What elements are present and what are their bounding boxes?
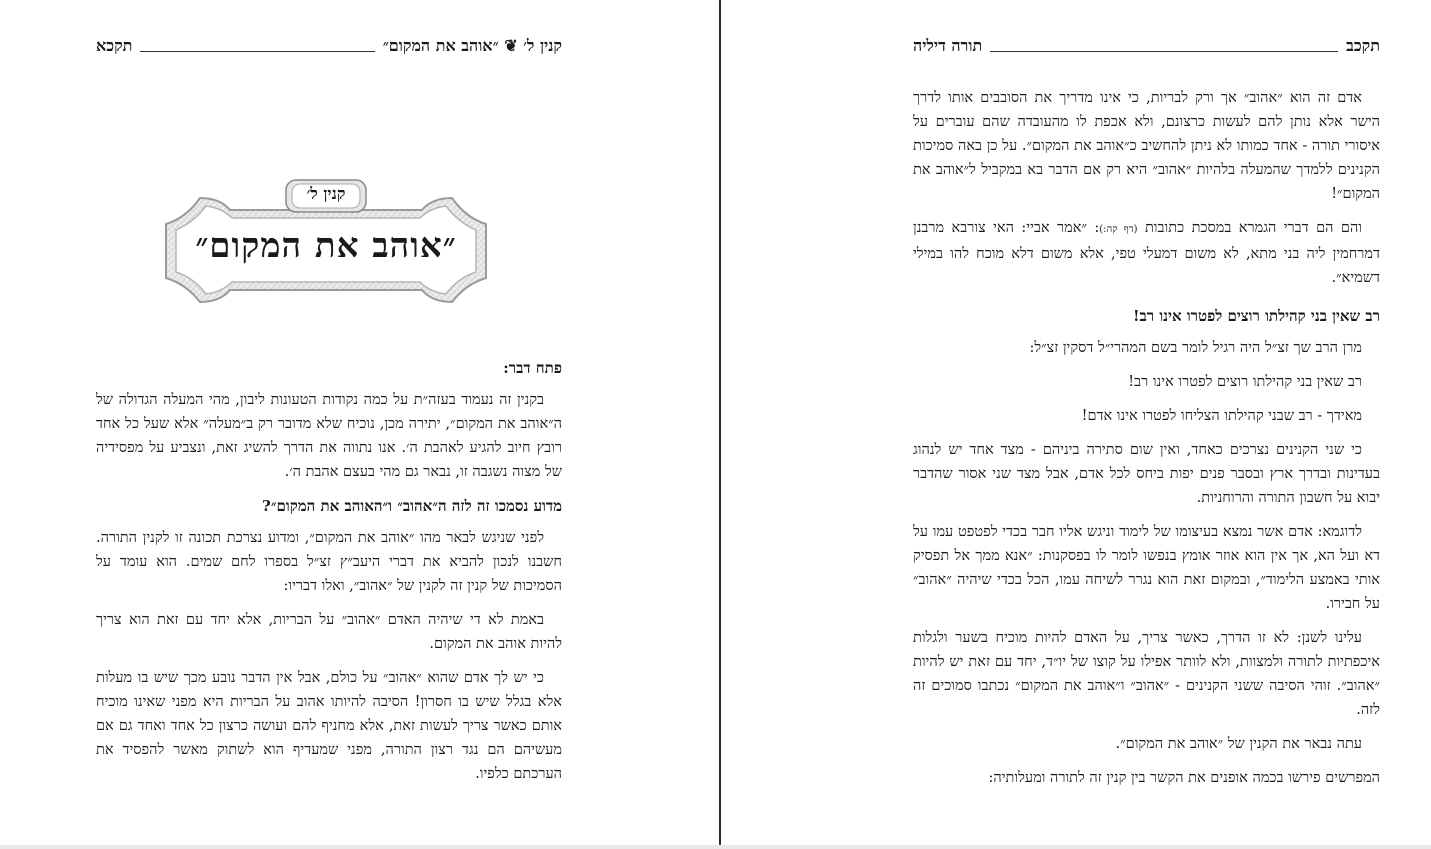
paragraph: עלינו לשנן: לא זו הדרך, כאשר צריך, על האדם להיות מוכיח בשער ולגלות איכפתיות לתורה ולמצוות, ולא לוותר אפילו על קוצו של יו״ד, יחד עם זאת יש להיות ״אהוב״. זוהי הסיבה ששני הקנינים - ״אהוב״ ו״אוהב את המקום״ נכתבו סמוכים זה לזה.: [913, 630, 1380, 718]
quote-line: מאידך - רב שבני קהילתו הצליחו לפטרו אינו אדם!: [1081, 408, 1362, 424]
page-number: תקכא: [96, 36, 133, 55]
paragraph: אדם זה הוא ״אהוב״ אך ורק לבריות, כי אינו מדריך את הסובבים אותו לדרך הישר אלא נותן להם לעשות כרצונם, ולא אכפת לו מהעובדה שהם עוברים על איסורי תורה - אחד כמותו לא ניתן להחשיב כ״אוהב את המקום״. על כן באה סמיכות הקנינים ללמדך שהמעלה בלהיות ״אהוב״ היא רק אם הדבר בא במקביל ל״אוהב את המקום״!: [913, 90, 1380, 202]
chapter-title: ״אוהב את המקום״: [195, 226, 457, 266]
right-page: [721, 0, 1431, 849]
paragraph: [913, 216, 1380, 290]
paragraph: כי יש לך אדם שהוא ״אהוב״ על כולם, אבל אין הדבר נובע מכך שיש בו מעלות אלא בגלל שיש בו חסרון! הסיבה להיותו אהוב על הבריות היא מפני שאינו מוכיח אותם כאשר צריך לעשות זאת, אלא מחניף להם ועושה כרצון כל אחד ואחד גם אם מעשיהם הם נגד רצון התורה, מפני שמעדיף הוא לשתוק מאשר להפסיד את הערכתם כלפיו.: [96, 670, 562, 782]
section-heading: רב שאין בני קהילתו רוצים לפטרו אינו רב!: [1132, 307, 1380, 325]
paragraph: באמת לא די שיהיה האדם ״אהוב״ על הבריות, אלא יחד עם זאת הוא צריך להיות אוהב את המקום.: [96, 612, 562, 652]
running-title: קנין ל׳ ❦ ״אוהב את המקום״: [382, 36, 562, 55]
paragraph: לפני שניגש לבאר מהו ״אוהב את המקום״, ומדוע נצרכת תכונה זו לקנין התורה. חשבנו לנכון להביא את דברי היעב״ץ זצ״ל בספרו לחם שמים. הוא עומד על הסמיכות של קנין זה לקנין של ״אהוב״, ואלו דבריו:: [96, 530, 562, 594]
paragraph: כי שני הקנינים נצרכים כאחד, ואין שום סתירה ביניהם - מצד אחד יש לנהוג בעדינות ובדרך ארץ ובסבר פנים יפות ביחס לכל אדם, אבל מצד שני אסור שהדבר יבוא על חשבון התורה והרוחניות.: [913, 442, 1380, 506]
intro-heading: פתח דבר:: [503, 359, 562, 377]
page-number: תקכב: [1346, 36, 1380, 55]
source-reference: (דף קה:): [1099, 224, 1138, 235]
paragraph: בקנין זה נעמוד בעזה״ת על כמה נקודות הטעונות ליבון, מהי המעלה הגדולה של ה״אוהב את המקום״, יתירה מכן, נוכיח שלא מדובר רק ב״מעלה״ אלא שעל כל אחד רובץ חיוב להגיע לאהבת ה׳. אנו נתווה את הדרך להשיג זאת, ונצביע על מפסידיה של מצוה נשגבה זו, נבאר גם מהי בעצם אהבת ה׳.: [96, 392, 562, 480]
paragraph: לדוגמא: אדם אשר נמצא בעיצומו של לימוד וניגש אליו חבר בכדי לפטפט עמו על דא ועל הא, אך אין הוא אוזר אומץ בנפשו לומר לו בפסקנות: ״אנא ממך אל תפסיק אותי באמצע הלימוד״, ובמקום זאת הוא נגרר לשיחה עמו, הכל בכדי שיהיה ״אהוב״ על חבירו.: [913, 524, 1380, 612]
right-running-header: [913, 34, 1380, 56]
right-body-text: [913, 86, 1380, 800]
quote-line: רב שאין בני קהילתו רוצים לפטרו אינו רב!: [1128, 374, 1362, 390]
header-rule: [990, 51, 1338, 52]
left-body-text: [96, 350, 562, 796]
chapter-tag: קנין ל׳: [306, 184, 346, 203]
paragraph-text: והם הם דברי הגמרא במסכת כתובות: [1144, 220, 1362, 236]
header-rule: [140, 51, 374, 52]
section-heading: מדוע נסמכו זה לזה ה״אהוב״ ו״האוהב את המקום״?: [262, 497, 562, 515]
paragraph: עתה נבאר את הקנין של ״אוהב את המקום״.: [1115, 736, 1362, 752]
bottom-edge: [0, 845, 1431, 849]
left-running-header: [96, 34, 562, 56]
paragraph: המפרשים פירשו בכמה אופנים את הקשר בין קנין זה לתורה ומעלותיה:: [988, 770, 1380, 786]
paragraph-text: : ״אמר אביי: האי צורבא מרבנן דמרחמין ליה בני מתא, לא משום דמעלי טפי, אלא משום דלא מוכח להו במילי דשמיא״.: [913, 220, 1380, 286]
chapter-emblem: [160, 178, 492, 306]
quote-line: מרן הרב שך זצ״ל היה רגיל לומר בשם המהרי״ל דסקין זצ״ל:: [1029, 340, 1362, 356]
running-title: תורה דיליה: [913, 36, 983, 55]
